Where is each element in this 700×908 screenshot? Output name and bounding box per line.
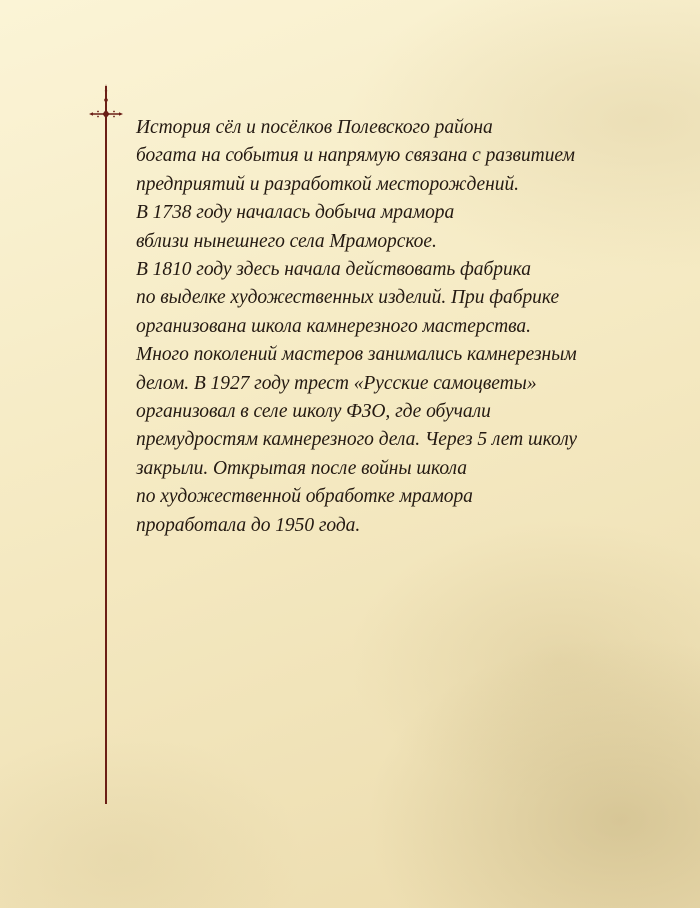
article-line: делом. В 1927 году трест «Русские самоцветы» [136,372,537,394]
article-line: богата на события и напрямую связана с развитием [136,145,575,167]
article-line: по художественной обработке мрамора [136,486,473,508]
article-line: премудростям камнерезного дела. Через 5 лет школу [136,429,578,451]
article-line: закрыли. Открытая после войны школа [136,457,467,479]
article-line: организована школа камнерезного мастерства. [136,315,531,337]
article-line: Много поколений мастеров занимались камнерезным [136,344,577,366]
article-text [136,114,656,540]
article-line: История сёл и посёлков Полевского района [136,117,493,138]
article-line: предприятий и разработкой месторождений. [136,173,519,195]
article-line: В 1738 году началась добыча мрамора [136,202,455,224]
article-line: вблизи нынешнего села Мраморское. [136,230,437,252]
cross-icon [88,84,124,128]
article-line: проработала до 1950 года. [136,514,361,536]
article-line: по выделке художественных изделий. При фабрике [136,287,560,309]
article-line: В 1810 году здесь начала действовать фабрика [136,259,531,281]
vertical-rule [105,86,107,804]
article-line: организовал в селе школу ФЗО, где обучали [136,401,491,423]
